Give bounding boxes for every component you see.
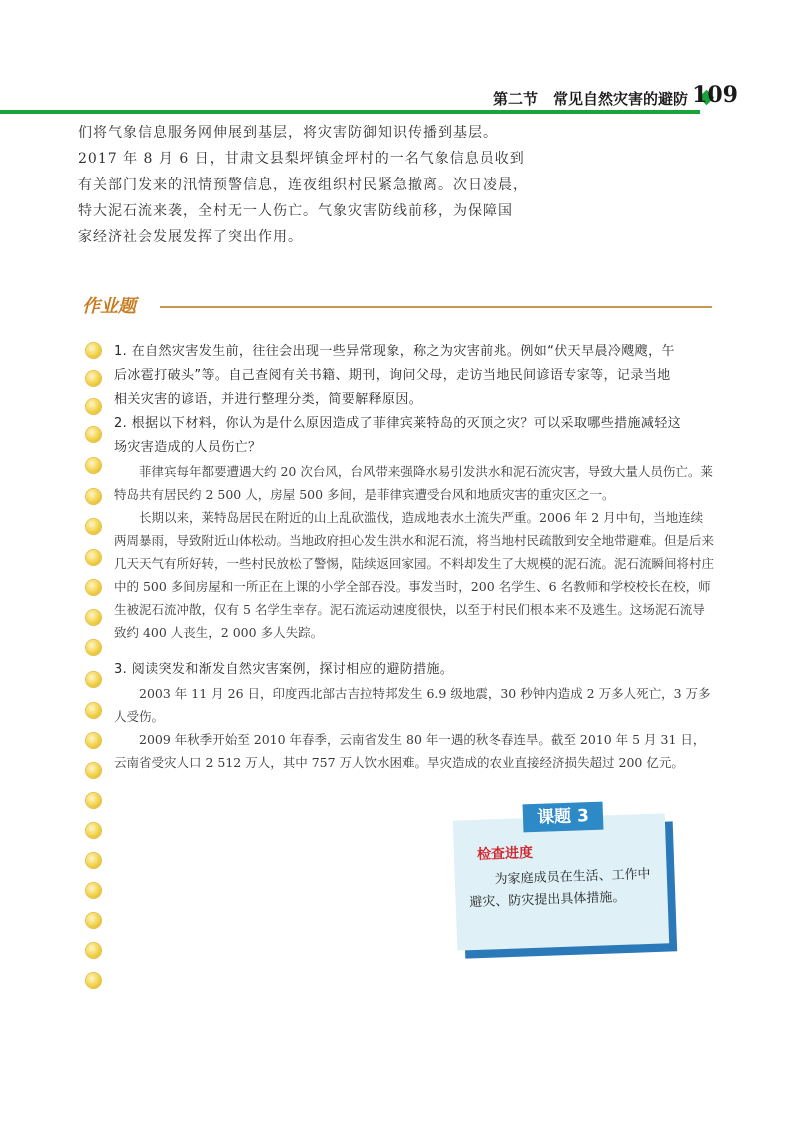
page-header [0, 82, 800, 116]
binder-ring-icon [86, 853, 101, 868]
homework-title: 作业题 [82, 296, 136, 317]
section-title: 第二节 常见自然灾害的避防 [492, 90, 688, 108]
binder-ring-icon [86, 883, 101, 898]
card-text: 为家庭成员在生活、工作中避灾、防灾提出具体措施。 [469, 866, 651, 911]
binder-ring-icon [86, 489, 101, 504]
header-rule [0, 110, 700, 114]
question-2-line: 2. 根据以下材料，你认为是什么原因造成了菲律宾莱特岛的灭顶之灾？可以采取哪些措施减轻这 [114, 416, 682, 431]
binder-ring-icon [86, 399, 101, 414]
binder-ring-icon [86, 943, 101, 958]
question-2-material: 长期以来，莱特岛居民在附近的山上乱砍滥伐，造成地表水土流失严重。2006 年 2 月中旬，当地连续两周暴雨，导致附近山体松动。当地政府担心发生洪水和泥石流，将当地村民疏散到安全地带避难。但是后来几天天气有所好转，一些村民放松了警惕，陆续返回家园。不料却发生了大规模的泥石流。泥石流瞬间将村庄中的 500 多间房屋和一所正在上课的小学全部吞没。事发当时，200 名学生、6 名教师和学校校长在校，师生被泥石流冲散，仅有 5 名学生幸存。泥石流运动速度很快，以至于村民们根本来不及逃生。这场泥石流导致约 400 人丧生，2 000 多人失踪。 [114, 510, 715, 640]
binder-ring-icon [86, 640, 101, 655]
binder-ring-icon [86, 763, 101, 778]
intro-line: 2017 年 8 月 6 日，甘肃文县梨坪镇金坪村的一名气象信息员收到 [78, 151, 525, 167]
binder-ring-icon [86, 672, 101, 687]
homework-body [114, 340, 714, 774]
question-1-line: 相关灾害的谚语，并进行整理分类，简要解释原因。 [114, 392, 423, 407]
question-2-material: 菲律宾每年都要遭遇大约 20 次台风，台风带来强降水易引发洪水和泥石流灾害，导致大量人员伤亡。莱特岛共有居民约 2 500 人，房屋 500 多间，是菲律宾遭受台风和地质灾害的重灾区之一。 [114, 464, 713, 502]
intro-line: 们将气象信息服务网伸展到基层，将灾害防御知识传播到基层。 [78, 125, 498, 141]
card-subtitle: 检查进度 [476, 845, 534, 863]
question-3-material: 2003 年 11 月 26 日，印度西北部古吉拉特邦发生 6.9 级地震，30 秒钟内造成 2 万多人死亡，3 万多人受伤。 [114, 686, 711, 724]
binder-ring-icon [86, 550, 101, 565]
binder-ring-icon [86, 973, 101, 988]
project-card [455, 803, 675, 963]
intro-paragraph [78, 120, 568, 250]
question-1-line: 1. 在自然灾害发生前，往往会出现一些异常现象，称之为灾害前兆。例如“伏天早晨冷飕飕，午 [114, 344, 675, 359]
question-3-material: 2009 年秋季开始至 2010 年春季，云南省发生 80 年一遇的秋冬春连旱。截至 2010 年 5 月 31 日，云南省受灾人口 2 512 万人，其中 757 万人饮水困难。旱灾造成的农业直接经济损失超过 200 亿元。 [114, 732, 706, 770]
binder-ring-icon [86, 733, 101, 748]
page-number: 109 [692, 82, 738, 108]
binder-ring-icon [86, 427, 101, 442]
card-tab: 课题 3 [523, 802, 604, 833]
binder-ring-icon [86, 458, 101, 473]
binder-ring-icon [86, 580, 101, 595]
binder-ring-icon [86, 793, 101, 808]
homework-rule [160, 306, 712, 308]
binder-margin [80, 0, 104, 1138]
binder-ring-icon [86, 519, 101, 534]
binder-ring-icon [86, 610, 101, 625]
binder-ring-icon [86, 343, 101, 358]
question-1-line: 后冰雹打破头”等。自己查阅有关书籍、期刊，询问父母，走访当地民间谚语专家等，记录当地 [114, 368, 671, 383]
binder-ring-icon [86, 371, 101, 386]
intro-line: 有关部门发来的汛情预警信息，连夜组织村民紧急撤离。次日凌晨， [78, 177, 528, 193]
binder-ring-icon [86, 703, 101, 718]
question-2-line: 场灾害造成的人员伤亡？ [114, 440, 262, 455]
binder-ring-icon [86, 913, 101, 928]
binder-ring-icon [86, 823, 101, 838]
intro-line: 特大泥石流来袭，全村无一人伤亡。气象灾害防线前移，为保障国 [78, 203, 513, 219]
question-3-line: 3. 阅读突发和渐发自然灾害案例，探讨相应的避防措施。 [114, 662, 454, 677]
intro-line: 家经济社会发展发挥了突出作用。 [78, 229, 303, 245]
